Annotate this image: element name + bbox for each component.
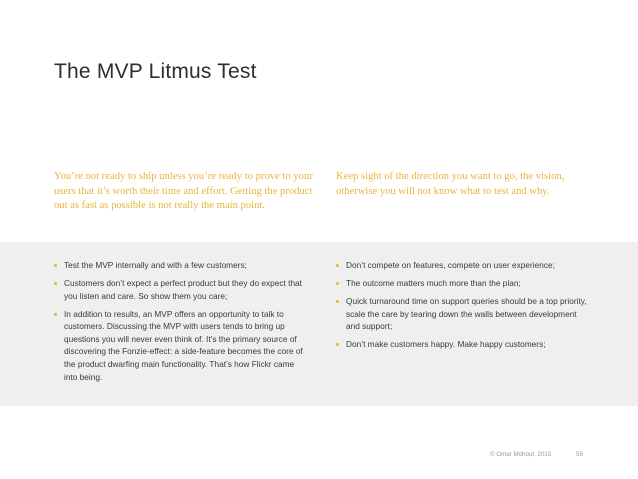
- quote-left: You’re not ready to ship unless you’re ready to prove to your users that it’s worth their time and effort. Getting the product out as fast as possible is not really the main point.: [54, 171, 313, 211]
- list-item: The outcome matters much more than the plan;: [336, 277, 592, 290]
- footer-copyright: © Omar Mohout, 2015: [490, 451, 552, 458]
- page-number: 56: [576, 451, 583, 458]
- bullet-list-left: [54, 259, 306, 389]
- list-item: Test the MVP internally and with a few customers;: [54, 259, 306, 272]
- list-item: In addition to results, an MVP offers an opportunity to talk to customers. Discussing the MVP with users tends to bring up questions you will never even think of. It’s the primary source of discovering the Fonzie-effect: a side-feature becomes the core of the product dwarfing main functionality. That’s how Flickr came into being.: [54, 308, 306, 384]
- list-item: Don’t compete on features, compete on user experience;: [336, 259, 592, 272]
- bullet-list-right: [336, 259, 592, 356]
- slide-title: The MVP Litmus Test: [54, 60, 257, 83]
- list-item: Quick turnaround time on support queries should be a top priority, scale the care by tearing down the walls between development and support;: [336, 295, 592, 333]
- list-item: Don’t make customers happy. Make happy customers;: [336, 338, 592, 351]
- quote-right: Keep sight of the direction you want to go, the vision, otherwise you will not know what to test and why.: [336, 171, 565, 197]
- list-item: Customers don’t expect a perfect product but they do expect that you listen and care. So show them you care;: [54, 277, 306, 302]
